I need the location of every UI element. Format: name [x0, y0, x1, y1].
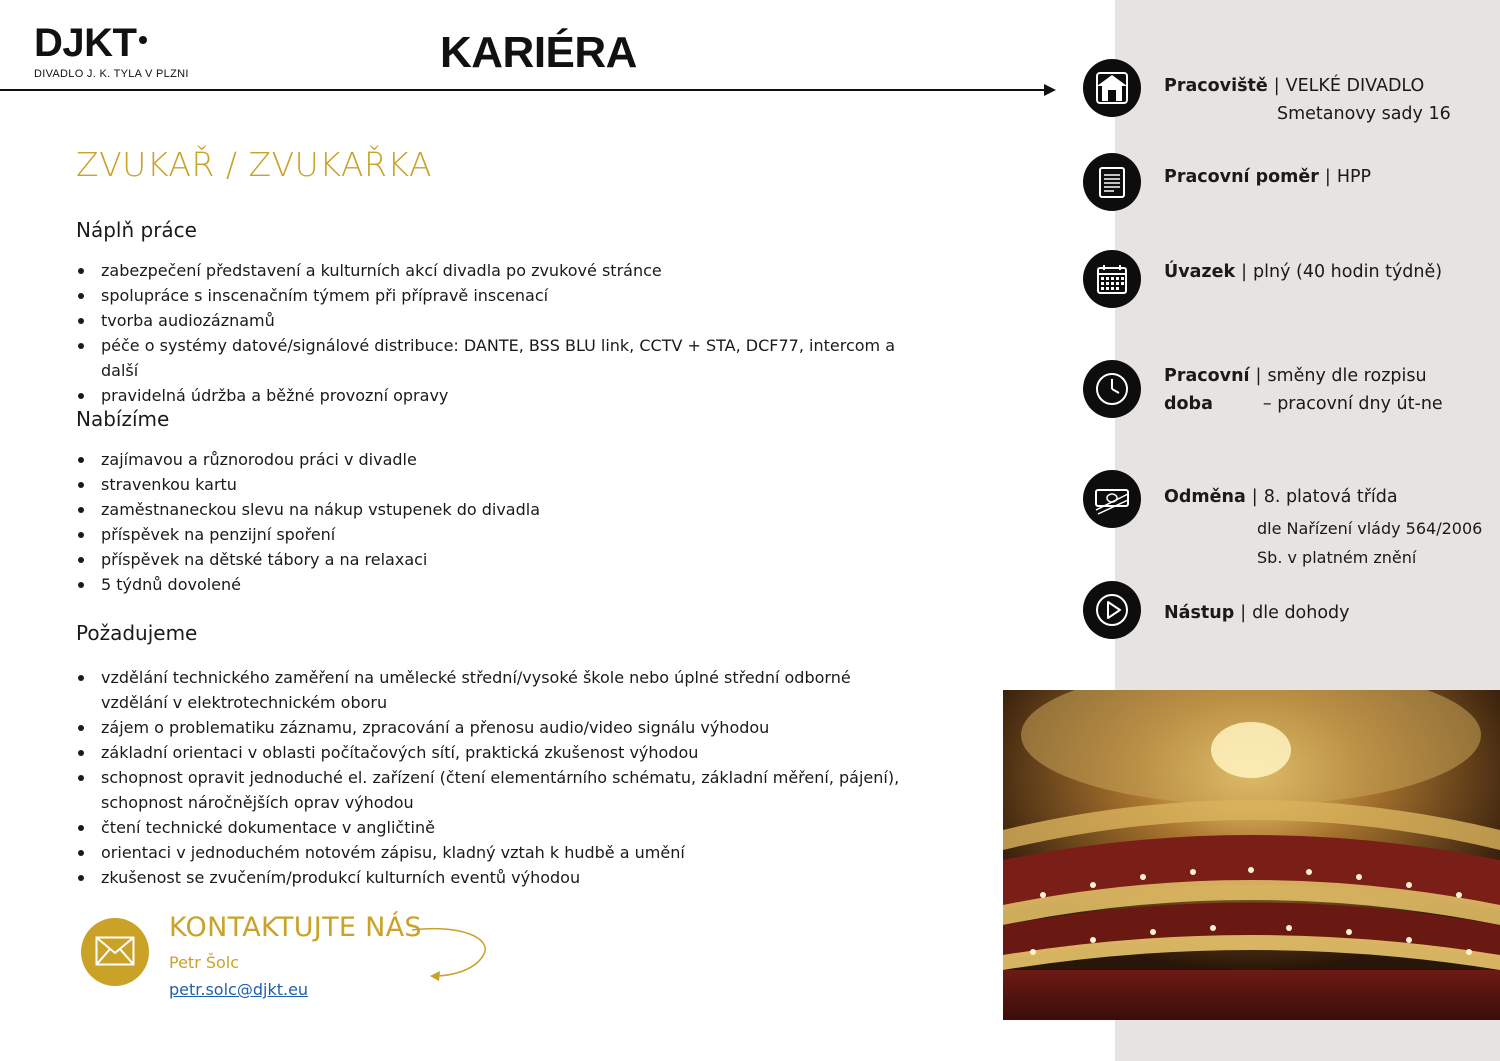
list-item: zkušenost se zvučením/produkcí kulturních eventů výhodou: [76, 865, 906, 890]
hours-value-2: – pracovní dny út-ne: [1262, 394, 1443, 414]
header-rule: [0, 89, 1046, 91]
logo: [34, 22, 189, 80]
list-item: příspěvek na penzijní spoření: [76, 522, 936, 547]
list-item: péče o systémy datové/signálové distribuce: DANTE, BSS BLU link, CCTV + STA, DCF77, intercom a další: [76, 333, 936, 383]
curved-arrow-icon: [400, 918, 495, 988]
info-workload: Úvazek | plný (40 hodin týdně): [1164, 262, 1443, 282]
header-rule-arrow: [1044, 84, 1056, 96]
logo-mark-text: DJKT: [34, 21, 137, 65]
employment-value: HPP: [1336, 167, 1372, 187]
job-title: ZVUKAŘ / ZVUKAŘKA: [76, 145, 433, 184]
list-item: stravenkou kartu: [76, 472, 936, 497]
salary-detail-2: Sb. v platném znění: [1257, 548, 1417, 567]
page-title: KARIÉRA: [440, 28, 637, 77]
section-heading-duties: Náplň práce: [76, 218, 197, 242]
employment-label: Pracovní poměr: [1164, 167, 1319, 187]
list-item: příspěvek na dětské tábory a na relaxaci: [76, 547, 936, 572]
info-salary-details: [1257, 514, 1482, 572]
workplace-value: VELKÉ DIVADLO: [1285, 76, 1425, 96]
list-item: orientaci v jednoduchém notovém zápisu, kladný vztah k hudbě a umění: [76, 840, 906, 865]
list-item: základní orientaci v oblasti počítačových sítí, praktická zkušenost výhodou: [76, 740, 906, 765]
workload-value: plný (40 hodin týdně): [1253, 262, 1443, 282]
salary-label: Odměna: [1164, 487, 1246, 507]
envelope-icon: [81, 918, 149, 986]
list-item: zajímavou a různorodou práci v divadle: [76, 447, 936, 472]
section-heading-requirements: Požadujeme: [76, 621, 198, 645]
salary-detail-1: dle Nařízení vlády 564/2006: [1257, 519, 1483, 538]
theatre-interior-photo: [1003, 690, 1500, 1020]
section-heading-offer: Nabízíme: [76, 407, 170, 431]
start-label: Nástup: [1164, 603, 1235, 623]
calendar-icon: [1083, 250, 1141, 308]
clock-icon: [1083, 360, 1141, 418]
logo-subtitle: DIVADLO J. K. TYLA V PLZNI: [34, 68, 189, 80]
logo-mark: [34, 22, 189, 64]
hours-label-1: Pracovní: [1164, 366, 1250, 386]
duties-list: [76, 258, 936, 408]
document-icon: [1083, 153, 1141, 211]
requirements-list: [76, 665, 906, 890]
info-workplace: Pracoviště | VELKÉ DIVADLO Smetanovy sady 16: [1164, 76, 1451, 124]
workload-label: Úvazek: [1164, 262, 1236, 282]
list-item: pravidelná údržba a běžné provozní opravy: [76, 383, 936, 408]
contact-name: Petr Šolc: [169, 953, 240, 972]
contact-email-link[interactable]: petr.solc@djkt.eu: [169, 980, 309, 999]
salary-value: 8. platová třída: [1263, 487, 1398, 507]
contact-heading: KONTAKTUJTE NÁS: [169, 912, 422, 943]
list-item: zájem o problematiku záznamu, zpracování a přenosu audio/video signálu výhodou: [76, 715, 906, 740]
logo-dot: [139, 36, 147, 44]
start-value: dle dohody: [1252, 603, 1350, 623]
hours-label-2: doba: [1164, 394, 1213, 414]
offer-list: [76, 447, 936, 597]
info-start: Nástup | dle dohody: [1164, 603, 1350, 623]
info-employment: Pracovní poměr | HPP: [1164, 167, 1372, 187]
workplace-label: Pracoviště: [1164, 76, 1268, 96]
list-item: vzdělání technického zaměření na umělecké střední/vysoké škole nebo úplné střední odborné vzdělání v elektrotechnickém oboru: [76, 665, 906, 715]
list-item: čtení technické dokumentace v angličtině: [76, 815, 906, 840]
workplace-address: Smetanovy sady 16: [1277, 104, 1451, 124]
list-item: zaměstnaneckou slevu na nákup vstupenek do divadla: [76, 497, 936, 522]
house-icon: [1083, 59, 1141, 117]
info-hours: Pracovní | směny dle rozpisu doba – pracovní dny út-ne: [1164, 366, 1443, 414]
list-item: schopnost opravit jednoduché el. zařízení (čtení elementárního schématu, základní měření, pájení), schopnost náročnějších oprav výhodou: [76, 765, 906, 815]
play-icon: [1083, 581, 1141, 639]
list-item: tvorba audiozáznamů: [76, 308, 936, 333]
list-item: spolupráce s inscenačním týmem při přípravě inscenací: [76, 283, 936, 308]
money-icon: [1083, 470, 1141, 528]
list-item: zabezpečení představení a kulturních akcí divadla po zvukové stránce: [76, 258, 936, 283]
info-salary: Odměna | 8. platová třída: [1164, 487, 1398, 507]
list-item: 5 týdnů dovolené: [76, 572, 936, 597]
hours-value: směny dle rozpisu: [1267, 366, 1427, 386]
